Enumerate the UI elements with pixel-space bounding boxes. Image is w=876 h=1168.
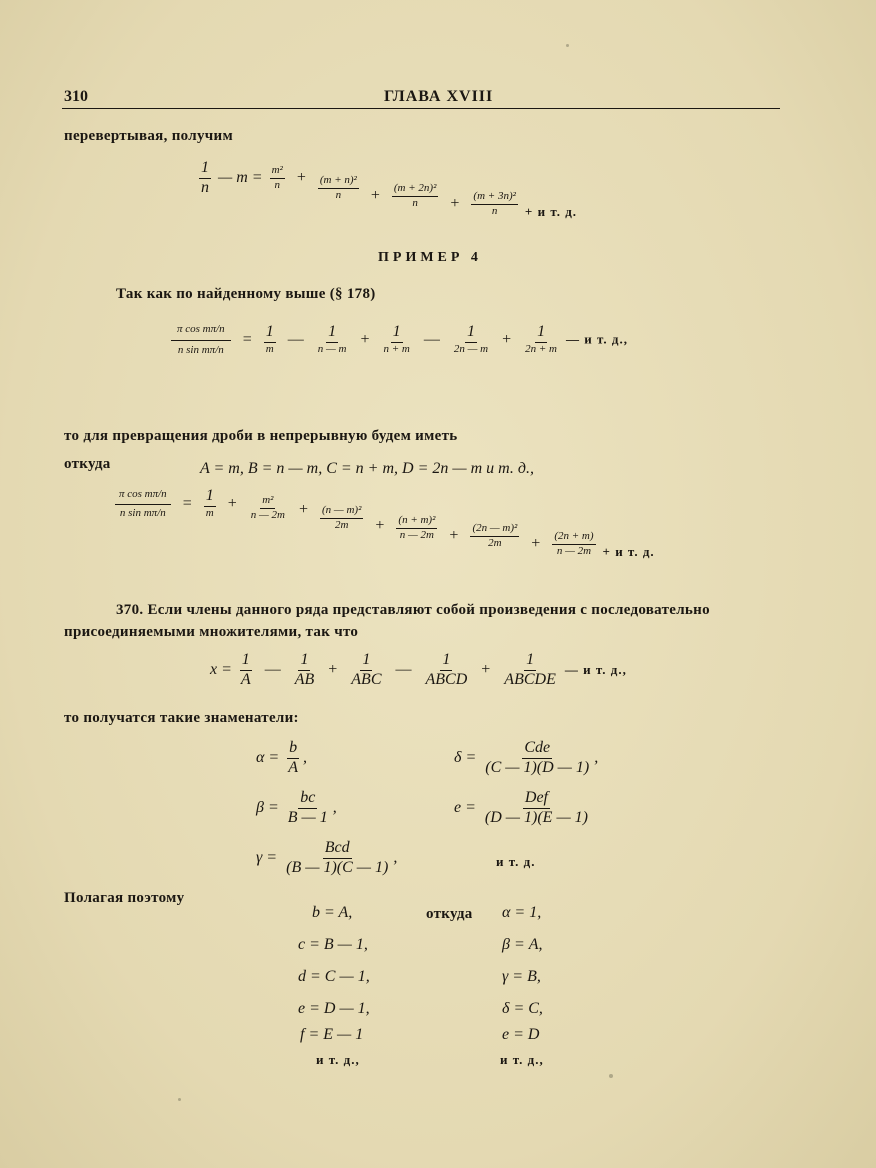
right-col-line-2: β = A,	[502, 936, 543, 953]
eq2-lhs-num: π cos mπ/n	[171, 320, 231, 341]
eq5-f3-den: ABC	[351, 670, 382, 688]
denom-delta-end: ,	[594, 748, 599, 766]
denom-epsilon	[454, 790, 593, 827]
eq4-f-num: (2n + m)	[552, 531, 595, 545]
paper-speck	[178, 1098, 181, 1101]
right-col-line-1: α = 1,	[502, 904, 542, 921]
equation-4: $\frac{\text{π cos mπ/n}}{\text{n sin mπ/n}}$ = $\frac{1}{m}$ + $\frac{\text{m²}}{n — 2m}$ + $\frac{\text{(n — m)²}}{2m}$ + $\frac{\text{(n + m)²}}{n — 2m}$ + $\frac{\text{(2n — m)²}}{2m}$ + $\frac{(2n + m)}{n — 2m}$ $_{+ и т. д.}$	[112, 486, 655, 522]
eq4-e-den: 2m	[488, 536, 502, 549]
eq2-f5-den: 2n + m	[525, 343, 557, 356]
eq2-f3-den: n + m	[383, 343, 410, 356]
eq5-f1-num: 1	[240, 652, 252, 671]
left-col-line-1: b = A,	[312, 904, 353, 921]
eq2-f2-num: 1	[326, 324, 338, 343]
denom-alpha	[256, 740, 307, 777]
continuation-text: то для превращения дроби в непрерывную будем иметь	[64, 428, 458, 444]
eq4-e-num: (2n — m)²	[470, 523, 519, 537]
eq2-f1-den: m	[265, 343, 274, 356]
denom-beta	[256, 790, 337, 827]
intro-text: перевертывая, получим	[64, 128, 233, 144]
left-col-line-3: d = C — 1,	[298, 968, 370, 985]
whence2-label: откуда	[426, 906, 473, 922]
eq2-f5-num: 1	[535, 324, 547, 343]
equation-1: $\frac{1}{n}$ — m = $\frac{\text{m²}}{n}$ + $\frac{\text{(m + n)²}}{n}$ + $\frac{\text{(m + 2n)²}}{n}$ + $\frac{\text{(m + 3n)²}}{n}$ $_{+ и т. д.}$	[201, 159, 578, 219]
denom-epsilon-num: Def	[523, 790, 550, 809]
denom-epsilon-den: (D — 1)(E — 1)	[484, 808, 588, 826]
denominators-text: то получатся такие знаменатели:	[64, 710, 299, 726]
equation-3: A = m, B = n — m, C = n + m, D = 2n — m и т. д.,	[200, 460, 534, 477]
denom-gamma-end: ,	[393, 848, 398, 866]
eq2-f2-den: n — m	[317, 343, 347, 356]
eq4-etc: + и т. д.	[602, 543, 655, 559]
para-370-line1: 370. Если члены данного ряда представляют собой произведения с последовательно	[116, 602, 710, 618]
denom-alpha-lhs: α =	[256, 748, 280, 766]
equation-2: $\frac{\text{π cos mπ/n}}{\text{n sin mπ/n}}$ = $\frac{1}{m}$ — $\frac{1}{n — m}$ + $\frac{1}{n + m}$ — $\frac{1}{2n — m}$ + $\frac{1}{2n + m}$ — и т. д.,	[168, 320, 628, 360]
eq1-lhs-rest: — m =	[218, 168, 263, 186]
denom-beta-end: ,	[332, 798, 337, 816]
eq5-f5-den: ABCDE	[504, 670, 556, 688]
denom-beta-num: bc	[298, 790, 317, 809]
denom-gamma-lhs: γ =	[256, 848, 278, 866]
paper-speck	[609, 1074, 613, 1078]
eq4-d-num: (n + m)²	[396, 515, 437, 529]
right-col-line-5: e = D	[502, 1026, 540, 1043]
eq2-f4-num: 1	[465, 324, 477, 343]
example-text: Так как по найденному выше (§ 178)	[116, 286, 376, 302]
eq5-f2-den: AB	[294, 670, 315, 688]
right-col-line-4: δ = C,	[502, 1000, 543, 1017]
right-col-etc: и т. д.,	[500, 1052, 544, 1067]
eq5-lhs: x =	[210, 660, 232, 678]
denom-gamma-num: Bcd	[323, 840, 352, 859]
equation-5: x = $\frac{1}{A}$ — $\frac{1}{AB}$ + $\frac{1}{\text{ABC}}$ — $\frac{1}{\text{ABCD}}$ + $\frac{1}{\text{ABCDE}}$ — и т. д.,	[210, 651, 627, 688]
whence-label: откуда	[64, 456, 111, 472]
denom-alpha-end: ,	[302, 748, 307, 766]
eq1-t3-den: n	[412, 196, 418, 209]
eq5-f3-num: 1	[360, 652, 372, 671]
eq2-etc: — и т. д.,	[566, 331, 628, 347]
eq2-f1-num: 1	[264, 324, 276, 343]
chapter-heading: ГЛАВА XVIII	[384, 88, 494, 105]
example-heading: ПРИМЕР 4	[378, 250, 482, 265]
right-col-line-3: γ = B,	[502, 968, 541, 985]
eq4-b-den: n — 2m	[250, 508, 285, 521]
eq1-t2-num: (m + n)²	[318, 175, 359, 189]
denom-gamma-den: (B — 1)(C — 1)	[286, 858, 389, 876]
eq1-t4-den: n	[491, 204, 498, 217]
page-number: 310	[64, 88, 88, 105]
denoms-etc: и т. д.	[496, 854, 536, 869]
denom-delta	[454, 740, 598, 777]
eq4-c-den: 2m	[334, 518, 349, 531]
eq4-c-num: (n — m)²	[320, 505, 363, 519]
eq5-f4-den: ABCD	[425, 670, 468, 688]
eq5-f2-num: 1	[298, 652, 310, 671]
denom-delta-num: Cde	[522, 740, 552, 759]
eq2-f4-den: 2n — m	[453, 343, 489, 356]
left-col-etc: и т. д.,	[316, 1052, 360, 1067]
eq4-a-num: 1	[204, 488, 216, 507]
eq5-f5-num: 1	[524, 652, 536, 671]
eq4-f-den: n — 2m	[556, 544, 592, 557]
denom-delta-lhs: δ =	[454, 748, 477, 766]
eq2-lhs-den: n sin mπ/n	[177, 343, 224, 356]
eq1-t3-num: (m + 2n)²	[392, 183, 439, 197]
header-rule	[62, 108, 780, 109]
denom-epsilon-lhs: e =	[454, 798, 476, 816]
denom-alpha-den: A	[288, 758, 298, 776]
eq1-lhs-num: 1	[199, 160, 211, 179]
eq1-etc: + и т. д.	[524, 203, 578, 219]
eq1-t1-num: m²	[270, 165, 285, 179]
eq1-t1-den: n	[274, 178, 280, 191]
eq4-lhs-den: n sin mπ/n	[119, 506, 166, 519]
eq4-lhs-num: π cos mπ/n	[115, 486, 171, 505]
left-col-line-5: f = E — 1	[300, 1026, 364, 1043]
eq4-d-den: n — 2m	[399, 528, 435, 541]
eq1-t2-den: n	[335, 188, 342, 201]
eq1-lhs-den: n	[201, 178, 209, 196]
eq4-a-den: m	[205, 507, 214, 520]
eq5-f1-den: A	[240, 670, 251, 688]
denom-delta-den: (C — 1)(D — 1)	[485, 758, 590, 776]
setting-text: Полагая поэтому	[64, 890, 185, 906]
eq4-b-num: m²	[260, 495, 275, 509]
denom-beta-lhs: β =	[256, 798, 279, 816]
eq2-f3-num: 1	[391, 324, 403, 343]
eq5-f4-num: 1	[440, 652, 452, 671]
paper-speck	[566, 44, 569, 47]
denom-beta-den: B — 1	[287, 808, 328, 826]
left-col-line-2: c = B — 1,	[298, 936, 368, 953]
eq5-etc: — и т. д.,	[564, 661, 627, 677]
para-370-line2: присоединяемыми множителями, так что	[64, 624, 359, 640]
left-col-line-4: e = D — 1,	[298, 1000, 370, 1017]
denom-gamma	[256, 840, 397, 877]
eq1-t4-num: (m + 3n)²	[471, 191, 518, 205]
denom-alpha-num: b	[287, 740, 299, 759]
